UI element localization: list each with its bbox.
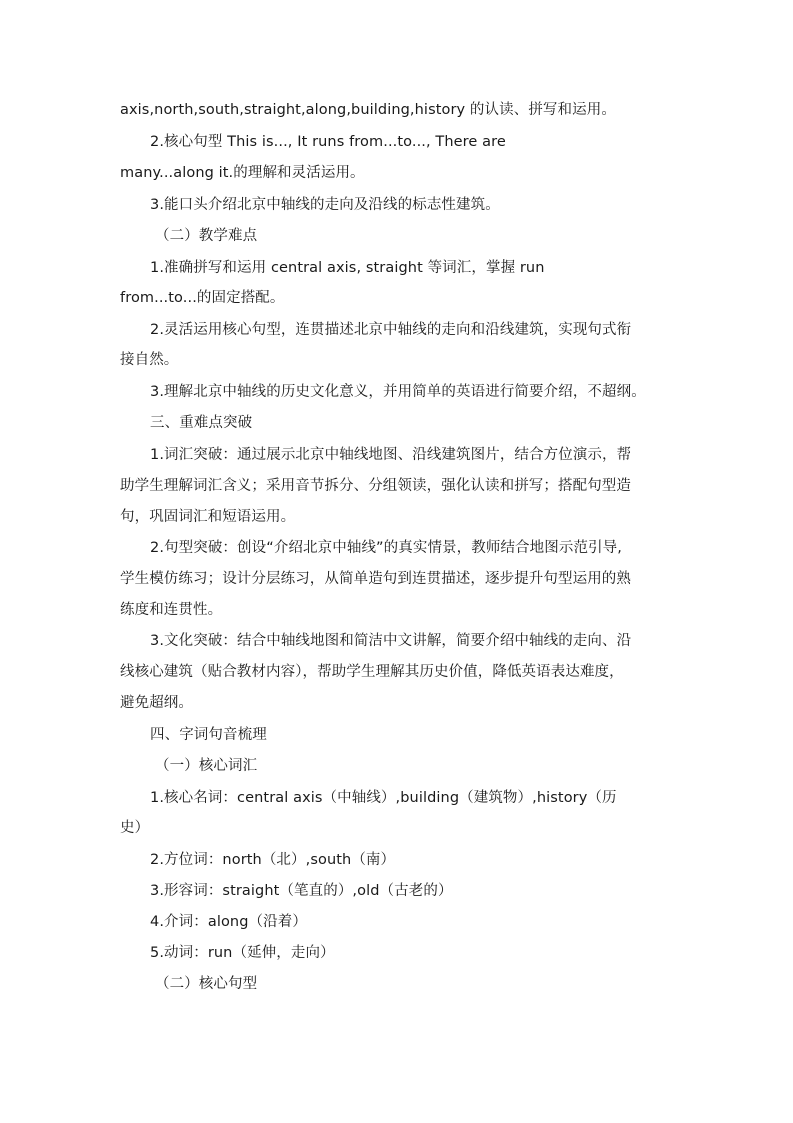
text-line: axis,north,south,straight,along,building,history 的认读、拼写和运用。 xyxy=(120,102,616,118)
section-heading: 四、字词句音梳理 xyxy=(150,727,267,743)
section-subheading: （二）核心句型 xyxy=(155,976,258,992)
text-line: 1.准确拼写和运用 central axis, straight 等词汇，掌握 run xyxy=(150,260,545,276)
text-line: 2.句型突破：创设“介绍北京中轴线”的真实情景，教师结合地图示范引导, xyxy=(150,540,622,556)
text-line: 2.方位词：north（北）,south（南） xyxy=(150,852,396,868)
text-line: 线核心建筑（贴合教材内容），帮助学生理解其历史价值，降低英语表达难度， xyxy=(120,664,624,680)
text-line: 5.动词：run（延伸，走向） xyxy=(150,945,335,961)
section-heading: 三、重难点突破 xyxy=(150,415,253,431)
text-line: many...along it.的理解和灵活运用。 xyxy=(120,165,365,181)
text-line: 句，巩固词汇和短语运用。 xyxy=(120,509,296,525)
text-line: 避免超纲。 xyxy=(120,695,193,711)
text-line: from...to...的固定搭配。 xyxy=(120,290,285,306)
text-line: 4.介词：along（沿着） xyxy=(150,914,307,930)
section-subheading: （一）核心词汇 xyxy=(155,758,258,774)
text-line: 接自然。 xyxy=(120,352,179,368)
text-line: 3.形容词：straight（笔直的）,old（古老的） xyxy=(150,883,453,899)
text-line: 助学生理解词汇含义；采用音节拆分、分组领读，强化认读和拼写；搭配句型造 xyxy=(120,478,631,494)
text-line: 2.灵活运用核心句型，连贯描述北京中轴线的走向和沿线建筑，实现句式衔 xyxy=(150,322,632,338)
text-line: 3.能口头介绍北京中轴线的走向及沿线的标志性建筑。 xyxy=(150,197,500,213)
text-line: 练度和连贯性。 xyxy=(120,602,223,618)
text-line: 学生模仿练习；设计分层练习，从简单造句到连贯描述，逐步提升句型运用的熟 xyxy=(120,571,631,587)
text-line: 史） xyxy=(120,820,150,836)
text-line: 2.核心句型 This is..., It runs from...to..., There are xyxy=(150,134,506,150)
text-line: 1.词汇突破：通过展示北京中轴线地图、沿线建筑图片，结合方位演示，帮 xyxy=(150,447,632,463)
section-subheading: （二）教学难点 xyxy=(155,228,258,244)
text-line: 1.核心名词：central axis（中轴线）,building（建筑物）,history（历 xyxy=(150,790,617,806)
text-line: 3.理解北京中轴线的历史文化意义，并用简单的英语进行简要介绍，不超纲。 xyxy=(150,384,646,400)
text-line: 3.文化突破：结合中轴线地图和简洁中文讲解，简要介绍中轴线的走向、沿 xyxy=(150,633,632,649)
